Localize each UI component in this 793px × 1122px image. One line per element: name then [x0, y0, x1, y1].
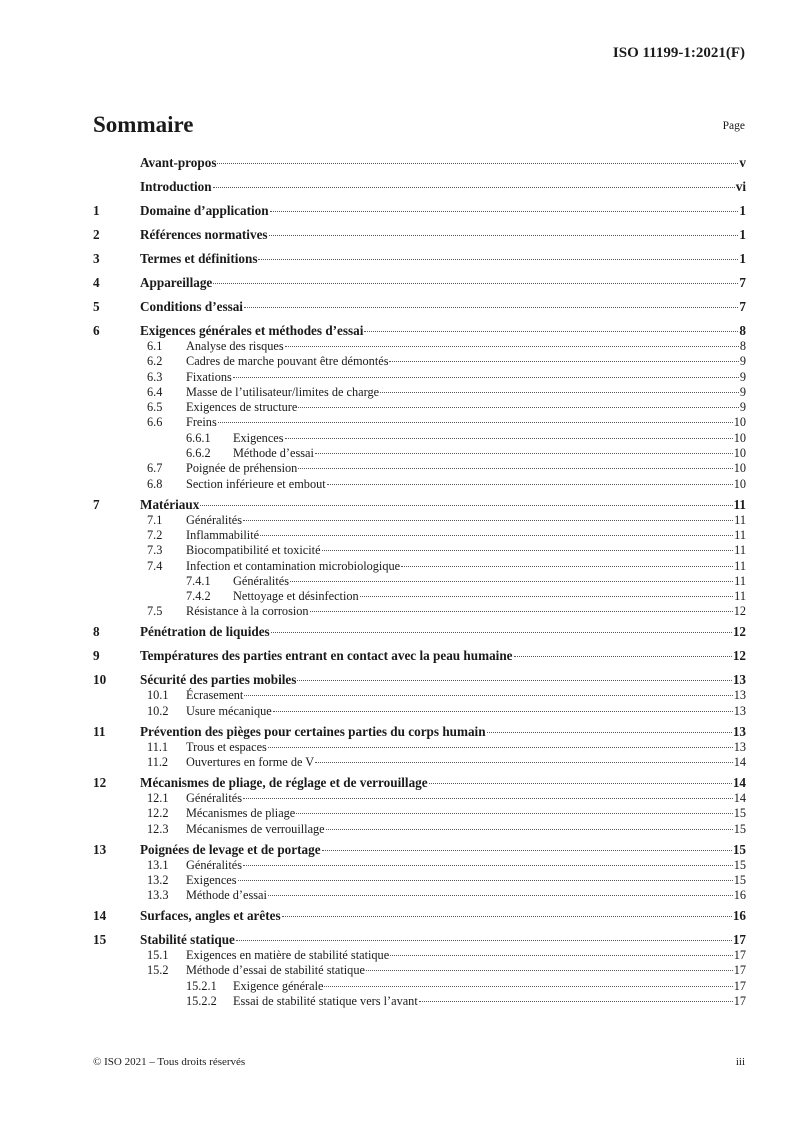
toc-entry-number: 12 — [93, 774, 107, 790]
dot-leader — [324, 986, 732, 987]
toc-entry-page: 9 — [739, 369, 746, 384]
toc-entry-number: 12.1 — [147, 790, 169, 805]
toc-entry-number: 6.5 — [147, 400, 163, 415]
toc-entry-page: 7 — [739, 299, 746, 314]
toc-entry-title: Ouvertures en forme de V — [186, 755, 315, 769]
dot-leader — [271, 632, 732, 633]
toc-entry-title: Mécanismes de verrouillage — [186, 821, 325, 836]
toc-entry-title: Analyse des risques — [186, 339, 284, 353]
toc-entry-title: Mécanismes de pliage, de réglage et de verrouillage — [140, 774, 428, 790]
toc-entry-page: 17 — [732, 932, 746, 948]
dot-leader — [238, 880, 733, 881]
toc-entry-page: 11 — [734, 558, 746, 573]
toc-entry-number: 15.2 — [147, 963, 169, 978]
dot-leader — [487, 732, 732, 733]
toc-entry[interactable] — [93, 559, 746, 574]
dot-leader — [389, 361, 738, 362]
toc-entry[interactable] — [93, 873, 746, 888]
toc-entry[interactable] — [93, 155, 746, 171]
toc-entry[interactable] — [93, 888, 746, 903]
dot-leader — [298, 468, 732, 469]
toc-entry-title: Températures des parties entrant en contact avec la peau humaine — [140, 648, 513, 664]
toc-entry[interactable] — [93, 858, 746, 873]
toc-entry[interactable] — [93, 688, 746, 703]
toc-entry[interactable] — [93, 461, 746, 476]
toc-entry-title: Cadres de marche pouvant être démontés — [186, 354, 389, 369]
toc-entry-page: 10 — [733, 461, 746, 476]
toc-entry-number: 11.2 — [147, 755, 169, 769]
toc-entry[interactable] — [93, 842, 746, 858]
toc-entry[interactable] — [93, 385, 746, 400]
dot-leader — [380, 392, 739, 393]
dot-leader — [315, 762, 733, 763]
toc-entry-page: 9 — [739, 354, 746, 369]
toc-entry[interactable] — [93, 822, 746, 837]
toc-entry-title: Poignées de levage et de portage — [140, 841, 321, 857]
dot-leader — [233, 377, 739, 378]
toc-entry-page: 8 — [739, 339, 746, 353]
toc-entry[interactable] — [93, 624, 746, 640]
dot-leader — [366, 970, 733, 971]
toc-entry-title: Inflammabilité — [186, 527, 260, 542]
toc-entry[interactable] — [93, 339, 746, 354]
toc-entry[interactable] — [93, 672, 746, 688]
toc-entry[interactable] — [93, 979, 746, 994]
footer-page-number: iii — [735, 1056, 745, 1068]
toc-entry-page: 8 — [739, 323, 746, 338]
toc-entry-number: 6.1 — [147, 339, 163, 353]
toc-entry[interactable] — [93, 574, 746, 589]
toc-entry-page: 10 — [733, 430, 746, 445]
dot-leader — [401, 566, 733, 567]
dot-leader — [419, 1001, 733, 1002]
toc-entry-title: Avant-propos — [140, 155, 217, 170]
toc-entry-page: 17 — [733, 994, 746, 1009]
toc-entry-number: 15.2.1 — [186, 978, 217, 993]
toc-entry-title: Exigences en matière de stabilité statique — [186, 948, 390, 963]
toc-entry[interactable] — [93, 513, 746, 528]
toc-entry-page: 12 — [733, 604, 746, 619]
toc-entry-title: Appareillage — [140, 275, 213, 290]
dot-leader — [273, 711, 733, 712]
toc-entry-page: 17 — [733, 963, 746, 978]
toc-entry-number: 6.3 — [147, 369, 163, 384]
toc-entry[interactable] — [93, 589, 746, 604]
toc-entry-page: v — [739, 155, 746, 170]
toc-entry-page: 15 — [733, 872, 746, 887]
toc-entry-page: 16 — [733, 888, 746, 903]
dot-leader — [244, 307, 738, 308]
toc-entry-page: 15 — [733, 806, 746, 821]
toc-entry-number: 10 — [93, 672, 107, 688]
toc-entry[interactable] — [93, 323, 746, 339]
dot-leader — [290, 581, 733, 582]
toc-entry-number: 15 — [93, 932, 107, 948]
toc-entry[interactable] — [93, 400, 746, 415]
toc-entry-page: 10 — [733, 415, 746, 430]
toc-entry-page: 12 — [732, 648, 746, 664]
toc-entry[interactable] — [93, 806, 746, 821]
toc-entry-title: Méthode d’essai — [186, 888, 267, 903]
toc-entry-title: Généralités — [186, 790, 242, 805]
toc-entry-number: 7.4 — [147, 558, 163, 573]
toc-entry-number: 2 — [93, 227, 100, 242]
toc-entry-page: 15 — [733, 857, 746, 872]
toc-entry[interactable] — [93, 740, 746, 755]
toc-entry[interactable] — [93, 227, 746, 243]
toc-entry-title: Exigence générale — [233, 978, 324, 993]
toc-entry-number: 12.3 — [147, 821, 169, 836]
dot-leader — [429, 783, 732, 784]
toc-entry-title: Exigences — [233, 430, 284, 445]
toc-entry-number: 12.2 — [147, 806, 169, 821]
toc-entry-number: 7.3 — [147, 543, 163, 558]
dot-leader — [243, 798, 733, 799]
toc-entry-page: 7 — [739, 275, 746, 290]
toc-entry-number: 7.2 — [147, 527, 163, 542]
toc-entry-number: 13 — [93, 841, 107, 857]
toc-entry-page: 9 — [739, 384, 746, 399]
toc-entry-number: 15.2.2 — [186, 994, 217, 1009]
dot-leader — [268, 895, 733, 896]
toc-entry-page: 13 — [733, 688, 746, 703]
dot-leader — [213, 187, 735, 188]
dot-leader — [243, 520, 733, 521]
toc-entry-page: 13 — [733, 739, 746, 754]
toc-entry[interactable] — [93, 704, 746, 719]
toc-entry-title: Section inférieure et embout — [186, 476, 326, 491]
toc-entry-title: Généralités — [186, 857, 242, 872]
toc-entry[interactable] — [93, 497, 746, 513]
toc-entry-title: Nettoyage et désinfection — [233, 589, 359, 604]
toc-entry-title: Exigences générales et méthodes d’essai — [140, 323, 364, 338]
toc-entry-page: 9 — [739, 400, 746, 415]
toc-entry-number: 14 — [93, 908, 107, 924]
toc-entry-title: Poignée de préhension — [186, 461, 298, 476]
toc-entry-title: Prévention des pièges pour certaines parties du corps humain — [140, 723, 486, 739]
toc-entry-title: Essai de stabilité statique vers l’avant — [233, 994, 418, 1009]
toc-entry-number: 6.7 — [147, 461, 163, 476]
toc-entry-title: Freins — [186, 415, 217, 430]
toc-entry-page: 11 — [733, 496, 746, 512]
toc-entry-page: 13 — [732, 723, 746, 739]
dot-leader — [322, 550, 734, 551]
dot-leader — [270, 211, 739, 212]
toc-entry-number: 13.3 — [147, 888, 169, 903]
toc-entry-number: 1 — [93, 203, 100, 218]
toc-entry[interactable] — [93, 370, 746, 385]
dot-leader — [315, 453, 733, 454]
toc-entry-number: 7.5 — [147, 604, 163, 619]
dot-leader — [390, 955, 733, 956]
dot-leader — [364, 331, 738, 332]
toc-entry-number: 6.6.1 — [186, 430, 211, 445]
toc-entry-page: 11 — [734, 527, 746, 542]
page-column-label: Page — [722, 120, 745, 132]
toc-entry-number: 4 — [93, 275, 100, 290]
toc-entry[interactable] — [93, 299, 746, 315]
toc-entry-title: Biocompatibilité et toxicité — [186, 543, 321, 558]
toc-entry-number: 7 — [93, 496, 100, 512]
toc-entry-page: 15 — [733, 821, 746, 836]
toc-entry-title: Généralités — [233, 573, 289, 588]
toc-entry[interactable] — [93, 203, 746, 219]
toc-entry-page: 17 — [733, 978, 746, 993]
dot-leader — [260, 535, 733, 536]
toc-entry-number: 6.2 — [147, 354, 163, 369]
toc-entry-title: Infection et contamination microbiologique — [186, 558, 401, 573]
toc-entry-page: 14 — [733, 790, 746, 805]
toc-entry-title: Exigences — [186, 872, 237, 887]
dot-leader — [258, 259, 738, 260]
dot-leader — [213, 283, 738, 284]
toc-entry-page: 1 — [739, 251, 746, 266]
dot-leader — [297, 680, 731, 681]
toc-entry-number: 6.6 — [147, 415, 163, 430]
toc-entry[interactable] — [93, 994, 746, 1009]
table-of-contents — [93, 155, 746, 1009]
dot-leader — [298, 407, 739, 408]
toc-entry-title: Références normatives — [140, 227, 268, 242]
toc-entry[interactable] — [93, 908, 746, 924]
dot-leader — [236, 940, 732, 941]
toc-entry[interactable] — [93, 755, 746, 770]
toc-entry-page: 13 — [732, 672, 746, 688]
toc-entry-page: 14 — [733, 755, 746, 769]
dot-leader — [218, 422, 733, 423]
toc-entry-title: Résistance à la corrosion — [186, 604, 309, 619]
toc-entry[interactable] — [93, 775, 746, 791]
toc-entry-title: Matériaux — [140, 496, 200, 512]
toc-entry-title: Masse de l’utilisateur/limites de charge — [186, 384, 380, 399]
toc-entry-title: Domaine d’application — [140, 203, 269, 218]
toc-entry-title: Sécurité des parties mobiles — [140, 672, 297, 688]
dot-leader — [514, 656, 732, 657]
dot-leader — [296, 813, 732, 814]
toc-entry-number: 11.1 — [147, 739, 169, 754]
dot-leader — [244, 695, 732, 696]
toc-entry-title: Termes et définitions — [140, 251, 258, 266]
toc-entry[interactable] — [93, 354, 746, 369]
toc-entry-title: Pénétration de liquides — [140, 624, 270, 640]
toc-entry-number: 9 — [93, 648, 100, 664]
toc-entry-page: 13 — [733, 703, 746, 718]
toc-entry[interactable] — [93, 251, 746, 267]
toc-entry-number: 6.4 — [147, 384, 163, 399]
toc-entry-title: Écrasement — [186, 688, 244, 703]
toc-entry-number: 6 — [93, 323, 100, 338]
toc-entry-page: 12 — [732, 624, 746, 640]
toc-entry-page: 1 — [739, 203, 746, 218]
toc-entry-number: 10.2 — [147, 703, 169, 718]
toc-entry-number: 5 — [93, 299, 100, 314]
toc-entry-title: Conditions d’essai — [140, 299, 243, 314]
dot-leader — [200, 505, 732, 506]
toc-entry-title: Méthode d’essai — [233, 446, 314, 461]
dot-leader — [360, 596, 734, 597]
toc-entry-title: Surfaces, angles et arêtes — [140, 908, 281, 924]
toc-entry-page: 11 — [734, 543, 746, 558]
toc-entry-number: 3 — [93, 251, 100, 266]
toc-entry-number: 6.8 — [147, 476, 163, 491]
toc-entry-title: Généralités — [186, 512, 242, 527]
toc-entry-title: Méthode d’essai de stabilité statique — [186, 963, 365, 978]
toc-entry[interactable] — [93, 477, 746, 492]
toc-entry-title: Introduction — [140, 179, 212, 194]
toc-entry[interactable] — [93, 431, 746, 446]
toc-entry[interactable] — [93, 963, 746, 978]
dot-leader — [326, 829, 733, 830]
toc-entry-number: 8 — [93, 624, 100, 640]
toc-entry-page: vi — [735, 179, 746, 194]
dot-leader — [282, 916, 732, 917]
toc-entry[interactable] — [93, 446, 746, 461]
toc-entry-page: 16 — [732, 908, 746, 924]
toc-entry-number: 6.6.2 — [186, 446, 211, 461]
toc-entry[interactable] — [93, 604, 746, 619]
toc-entry[interactable] — [93, 724, 746, 740]
toc-entry[interactable] — [93, 932, 746, 948]
toc-entry-page: 11 — [734, 512, 746, 527]
toc-entry-page: 15 — [732, 841, 746, 857]
toc-entry-title: Exigences de structure — [186, 400, 298, 415]
toc-entry[interactable] — [93, 543, 746, 558]
footer-copyright: © ISO 2021 – Tous droits réservés — [93, 1056, 246, 1068]
toc-entry-title: Usure mécanique — [186, 703, 272, 718]
toc-entry-number: 15.1 — [147, 948, 169, 963]
toc-entry[interactable] — [93, 648, 746, 664]
dot-leader — [243, 865, 733, 866]
dot-leader — [322, 850, 732, 851]
toc-entry[interactable] — [93, 415, 746, 430]
document-id: ISO 11199-1:2021(F) — [612, 45, 745, 61]
toc-entry[interactable] — [93, 528, 746, 543]
toc-entry-title: Mécanismes de pliage — [186, 806, 296, 821]
toc-entry-page: 11 — [734, 589, 746, 604]
toc-entry-page: 10 — [733, 476, 746, 491]
dot-leader — [217, 163, 738, 164]
toc-entry[interactable] — [93, 179, 746, 195]
dot-leader — [285, 346, 739, 347]
toc-entry[interactable] — [93, 791, 746, 806]
toc-entry-number: 10.1 — [147, 688, 169, 703]
toc-entry-title: Fixations — [186, 369, 232, 384]
dot-leader — [327, 484, 733, 485]
toc-entry-page: 10 — [733, 446, 746, 461]
toc-entry-title: Stabilité statique — [140, 932, 235, 948]
toc-entry-page: 17 — [733, 948, 746, 963]
dot-leader — [268, 747, 733, 748]
toc-entry-number: 7.4.1 — [186, 573, 211, 588]
toc-entry-number: 7.1 — [147, 512, 163, 527]
toc-entry-page: 11 — [734, 573, 746, 588]
toc-entry[interactable] — [93, 948, 746, 963]
toc-entry[interactable] — [93, 275, 746, 291]
dot-leader — [269, 235, 739, 236]
toc-entry-number: 11 — [93, 723, 106, 739]
toc-entry-number: 13.2 — [147, 872, 169, 887]
toc-entry-page: 14 — [732, 774, 746, 790]
toc-entry-number: 13.1 — [147, 857, 169, 872]
page-title: Sommaire — [93, 112, 194, 137]
toc-entry-number: 7.4.2 — [186, 589, 211, 604]
dot-leader — [285, 438, 733, 439]
toc-entry-title: Trous et espaces — [186, 739, 267, 754]
dot-leader — [310, 611, 733, 612]
toc-entry-page: 1 — [739, 227, 746, 242]
